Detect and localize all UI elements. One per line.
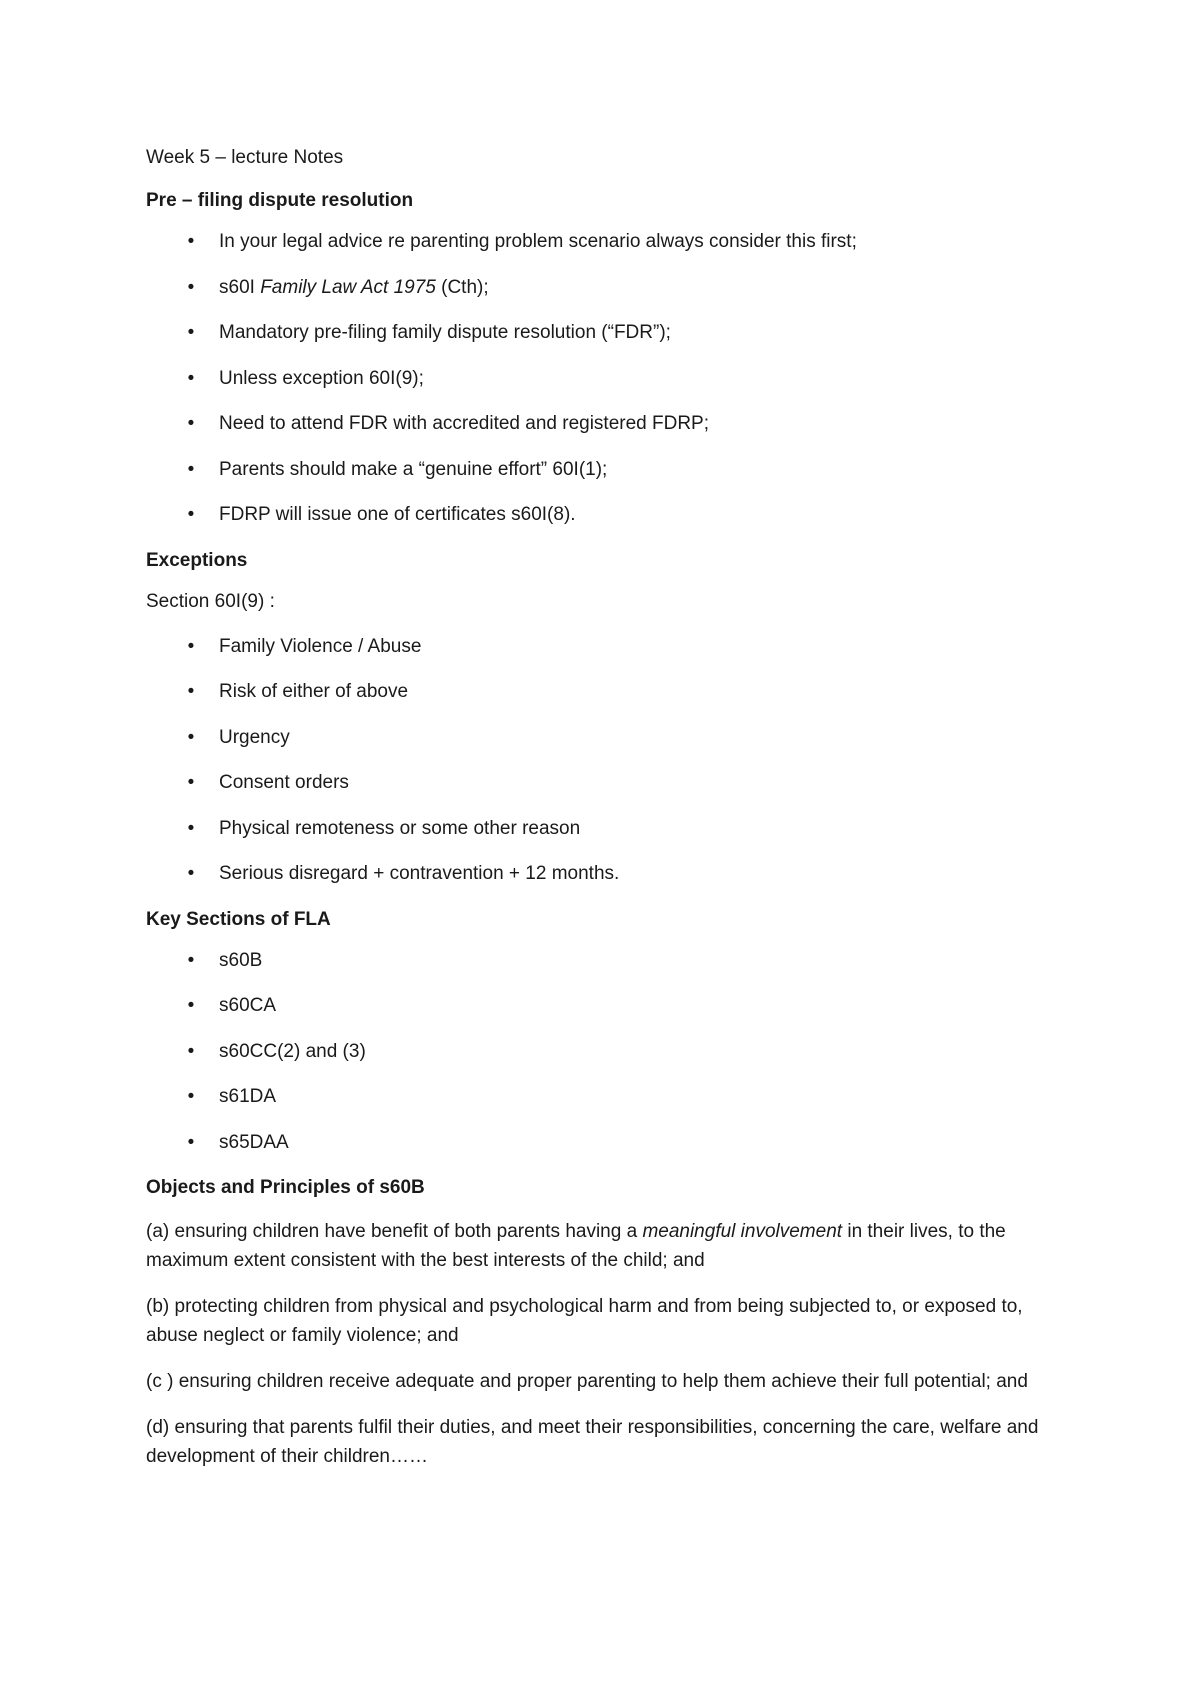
list-item	[146, 994, 1066, 1018]
bullet-icon: •	[187, 231, 195, 252]
list-item	[146, 412, 1066, 436]
list-item-text: Risk of either of above	[219, 681, 409, 702]
list-item-text: In your legal advice re parenting problem scenario always consider this first;	[219, 231, 857, 252]
list-item-text: s61DA	[219, 1086, 277, 1107]
list-item-text: s60B	[219, 949, 263, 971]
paragraph-text: (a) ensuring children have benefit of both parents having a	[146, 1221, 643, 1242]
list-item	[146, 230, 1066, 254]
list-item	[146, 862, 1066, 886]
bullet-icon: •	[187, 1131, 195, 1153]
bullet-icon: •	[187, 276, 195, 298]
exceptions-list	[146, 635, 1066, 887]
bullet-icon: •	[187, 817, 195, 839]
bullet-icon: •	[187, 1086, 195, 1107]
bullet-icon: •	[187, 772, 195, 793]
list-item	[146, 771, 1066, 795]
key-sections-list	[146, 949, 1066, 1155]
bullet-icon: •	[187, 863, 195, 884]
paragraph-emphasis: meaningful involvement	[642, 1221, 843, 1242]
list-item	[146, 276, 1066, 300]
heading-exceptions: Exceptions	[146, 549, 248, 571]
list-item	[146, 367, 1066, 391]
document-title: Week 5 – lecture Notes	[146, 147, 344, 168]
heading-prefiling: Pre – filing dispute resolution	[146, 190, 414, 211]
list-item-text: Unless exception 60I(9);	[219, 367, 424, 389]
list-item-text: Urgency	[219, 726, 290, 748]
list-item-text: Family Violence / Abuse	[219, 635, 422, 657]
bullet-icon: •	[187, 726, 195, 748]
list-item	[146, 1131, 1066, 1155]
list-item	[146, 321, 1066, 345]
list-item-text: FDRP will issue one of certificates s60I(8).	[219, 504, 576, 525]
list-item	[146, 503, 1066, 527]
exceptions-intro: Section 60I(9) :	[146, 590, 275, 612]
list-item-text: Mandatory pre-filing family dispute resolution (“FDR”);	[219, 322, 671, 343]
list-item-text: Parents should make a “genuine effort” 60I(1);	[219, 458, 608, 480]
paragraph-c: (c ) ensuring children receive adequate and proper parenting to help them achieve their full potential; and	[146, 1371, 1028, 1392]
list-item	[146, 1085, 1066, 1109]
bullet-icon: •	[187, 681, 195, 702]
bullet-icon: •	[187, 949, 195, 971]
list-item-text: s60I	[219, 276, 261, 298]
list-item	[146, 1040, 1066, 1064]
act-name: Family Law Act 1975	[260, 276, 436, 298]
list-item-text: Consent orders	[219, 772, 349, 793]
bullet-icon: •	[187, 1040, 195, 1062]
list-item	[146, 817, 1066, 841]
paragraph-a	[146, 1217, 1066, 1275]
list-item-text: Need to attend FDR with accredited and registered FDRP;	[219, 413, 710, 434]
list-item-text: Physical remoteness or some other reason	[219, 817, 581, 839]
bullet-icon: •	[187, 995, 195, 1016]
bullet-icon: •	[187, 458, 195, 480]
list-item	[146, 949, 1066, 973]
bullet-icon: •	[187, 367, 195, 389]
heading-key-sections: Key Sections of FLA	[146, 908, 331, 930]
list-item-text: (Cth);	[435, 276, 489, 298]
list-item	[146, 635, 1066, 659]
list-item	[146, 726, 1066, 750]
list-item-text: s60CA	[219, 995, 277, 1016]
document-body	[146, 146, 1066, 1488]
list-item-text: Serious disregard + contravention + 12 months.	[219, 863, 620, 884]
prefiling-list	[146, 230, 1066, 527]
bullet-icon: •	[187, 322, 195, 343]
paragraph-text: in their lives, to the maximum extent consistent with the best interests of the child; and	[146, 1221, 1006, 1271]
list-item-text: s65DAA	[219, 1131, 289, 1153]
bullet-icon: •	[187, 635, 195, 657]
list-item	[146, 680, 1066, 704]
list-item-text: s60CC(2) and (3)	[219, 1040, 366, 1062]
list-item	[146, 458, 1066, 482]
paragraph-b: (b) protecting children from physical and psychological harm and from being subjected to, or exposed to, abuse neglect or family violence; and	[146, 1296, 1023, 1346]
heading-objects: Objects and Principles of s60B	[146, 1177, 425, 1198]
bullet-icon: •	[187, 504, 195, 525]
paragraph-d: (d) ensuring that parents fulfil their duties, and meet their responsibilities, concerning the care, welfare and development of their children……	[146, 1417, 1039, 1467]
bullet-icon: •	[187, 413, 195, 434]
